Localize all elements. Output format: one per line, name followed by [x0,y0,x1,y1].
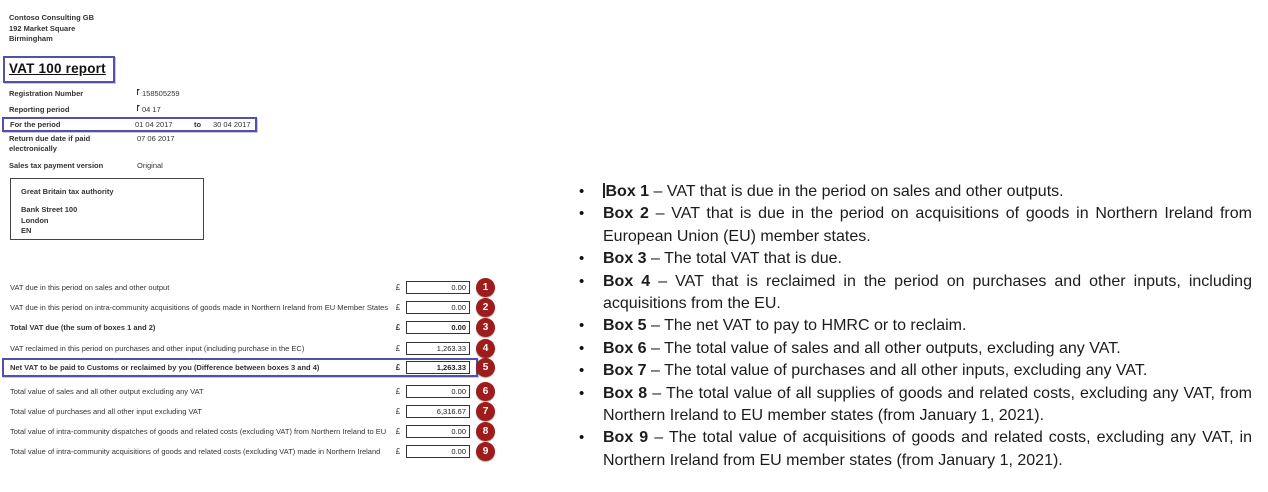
vat-row-8 [2,422,499,441]
legend-dash: – [658,272,668,290]
vat-row-5-inner [2,358,478,377]
vat-row-label: Total value of intra-community acquisitions of goods and related costs (excluding VAT) made in Northern Ireland [10,447,381,456]
payment-version-value: Original [137,161,163,170]
return-due-value-wrap [137,134,175,143]
annotation-badge-4: 4 [476,339,495,358]
vat-row-4-inner [2,339,478,358]
vat-row-5 [2,358,499,377]
for-the-period-bar [2,117,257,132]
vat-amount-field-9[interactable]: 0.00 [406,445,470,458]
annotation-badge-3: 3 [476,318,495,337]
field-marker-icon [137,89,141,95]
legend-item-box1 [570,181,1252,203]
legend-dash: – [651,339,660,357]
legend-text: VAT that is due in the period on acquisitions of goods in Northern Ireland from European Union (EU) member states. [603,205,1252,245]
legend-text: The total VAT that is due. [664,250,842,268]
report-title: VAT 100 report [9,61,106,76]
legend-dash: – [652,384,662,402]
legend-box-label: Box 8 [603,384,648,402]
tax-authority-box [10,178,204,240]
tax-authority-name: Great Britain tax authority [21,187,114,196]
reporting-period-label: Reporting period [9,105,70,114]
legend-text: The total value of acquisitions of goods and related costs, excluding any VAT, in Northern Ireland from EU member states (from January 1, 2021). [603,429,1252,469]
legend-box-label: Box 3 [603,250,647,268]
annotation-badge-7: 7 [476,402,495,421]
currency-symbol: £ [395,427,401,436]
registration-number-label: Registration Number [9,89,84,98]
annotation-badge-5: 5 [476,358,495,377]
report-title-box [3,56,115,83]
vat-amount-field-1[interactable]: 0.00 [406,281,470,294]
vat-row-1-inner [2,278,478,297]
legend-box-label: Box 6 [603,339,647,357]
legend-text: The total value of sales and all other outputs, excluding any VAT. [664,339,1121,357]
legend-dash: – [651,250,660,268]
legend-box-label: Box 7 [603,362,647,380]
legend-item-box6 [570,338,1252,360]
period-from-date: 01 04 2017 [135,120,173,129]
legend-dash: – [651,362,660,380]
legend-dash: – [651,317,660,335]
legend-text: The total value of purchases and all other inputs, excluding any VAT. [664,362,1148,380]
return-due-value: 07 06 2017 [137,134,175,143]
period-to-date: 30 04 2017 [213,120,251,129]
vat-amount-field-5[interactable]: 1,263.33 [406,361,470,374]
vat-row-1 [2,278,499,297]
company-street: 192 Market Square [9,23,76,33]
currency-symbol: £ [395,363,401,372]
payment-version-row [9,161,103,170]
vat-row-label: Total VAT due (the sum of boxes 1 and 2) [10,323,156,332]
vat-row-label: VAT due in this period on intra-community acquisitions of goods made in Northern Ireland from EU Member States [10,303,389,312]
currency-symbol: £ [395,344,401,353]
vat-row-9-inner [2,442,478,461]
legend-item-box8 [570,383,1252,428]
legend-box-label: Box 5 [603,317,647,335]
vat-row-7-inner [2,402,478,421]
reporting-period-row [9,105,69,114]
vat-amount-field-7[interactable]: 6,316.67 [406,405,470,418]
currency-symbol: £ [395,387,401,396]
legend-dash: – [654,429,664,447]
company-address-block [9,13,94,45]
currency-symbol: £ [395,303,401,312]
legend-text: VAT that is due in the period on sales and other outputs. [666,183,1064,200]
reporting-period-value: 04 17 [142,105,161,114]
tax-authority-city: London [21,215,49,225]
legend-box-label: Box 4 [603,272,651,290]
vat-row-2-inner [2,298,478,317]
vat-row-7 [2,402,499,421]
currency-symbol: £ [395,323,401,332]
vat-amount-field-6[interactable]: 0.00 [406,385,470,398]
text-cursor [603,183,605,198]
for-the-period-label: For the period [10,120,61,129]
annotation-badge-2: 2 [476,298,495,317]
annotation-badge-9: 9 [476,442,495,461]
legend-dash: – [653,183,663,200]
registration-number-value-wrap [137,89,180,98]
vat-amount-field-3[interactable]: 0.00 [406,321,470,334]
currency-symbol: £ [395,447,401,456]
vat-row-label: Total value of purchases and all other input excluding VAT [10,407,202,416]
vat-row-label: Total value of intra-community dispatches of goods and related costs (excluding VAT) from Northern Ireland to EU [10,427,387,436]
annotation-badge-6: 6 [476,382,495,401]
vat-row-label: VAT due in this period on sales and other output [10,283,170,292]
legend-item-box9 [570,427,1252,472]
vat-row-6 [2,382,499,401]
vat-row-2 [2,298,499,317]
payment-version-value-wrap [137,161,163,170]
vat-amount-field-8[interactable]: 0.00 [406,425,470,438]
currency-symbol: £ [395,407,401,416]
tax-authority-country: EN [21,226,32,235]
legend-box-label: Box 9 [603,429,649,447]
payment-version-label: Sales tax payment version [9,161,104,170]
currency-symbol: £ [395,283,401,292]
annotation-badge-8: 8 [476,422,495,441]
vat-row-8-inner [2,422,478,441]
field-marker-icon [137,105,141,111]
legend-box-label: Box 1 [605,183,650,200]
legend-item-box3 [570,248,1252,270]
registration-number-row [9,89,83,98]
tax-authority-street: Bank Street 100 [21,205,78,214]
return-due-row [9,134,101,153]
vat-report-document [0,0,500,492]
legend-dash: – [655,205,665,223]
reporting-period-value-wrap [137,105,161,114]
legend-item-box2 [570,203,1252,248]
vat-row-3-inner [2,318,478,337]
legend-item-box7 [570,360,1252,382]
vat-row-label: Total value of sales and all other output excluding any VAT [10,387,204,396]
vat-row-6-inner [2,382,478,401]
vat-row-label: Net VAT to be paid to Customs or reclaimed by you (Difference between boxes 3 and 4) [10,363,320,372]
box-legend [570,181,1252,472]
vat-amount-field-4[interactable]: 1,263.33 [406,342,470,355]
company-city: Birmingham [9,34,53,43]
annotation-badge-1: 1 [476,278,495,297]
legend-item-box5 [570,315,1252,337]
registration-number-value: 158505259 [142,89,180,98]
legend-text: VAT that is reclaimed in the period on purchases and other inputs, including acquisitions from the EU. [603,272,1252,313]
period-to-word: to [194,120,202,129]
legend-item-box4 [570,271,1252,316]
legend-text: The net VAT to pay to HMRC or to reclaim. [664,317,967,335]
vat-row-4 [2,339,499,358]
legend-box-label: Box 2 [603,205,649,223]
vat-row-label: VAT reclaimed in this period on purchases and other input (including purchase in the EC) [10,344,305,353]
box-legend-list [570,181,1252,472]
company-name: Contoso Consulting GB [9,13,94,22]
vat-row-3 [2,318,499,337]
return-due-label: Return due date if paid electronically [9,134,91,153]
vat-row-9 [2,442,499,461]
vat-amount-field-2[interactable]: 0.00 [406,301,470,314]
legend-text: The total value of all supplies of goods and related costs, excluding any VAT, from Northern Ireland to EU member states (from January 1, 2021). [603,384,1253,425]
